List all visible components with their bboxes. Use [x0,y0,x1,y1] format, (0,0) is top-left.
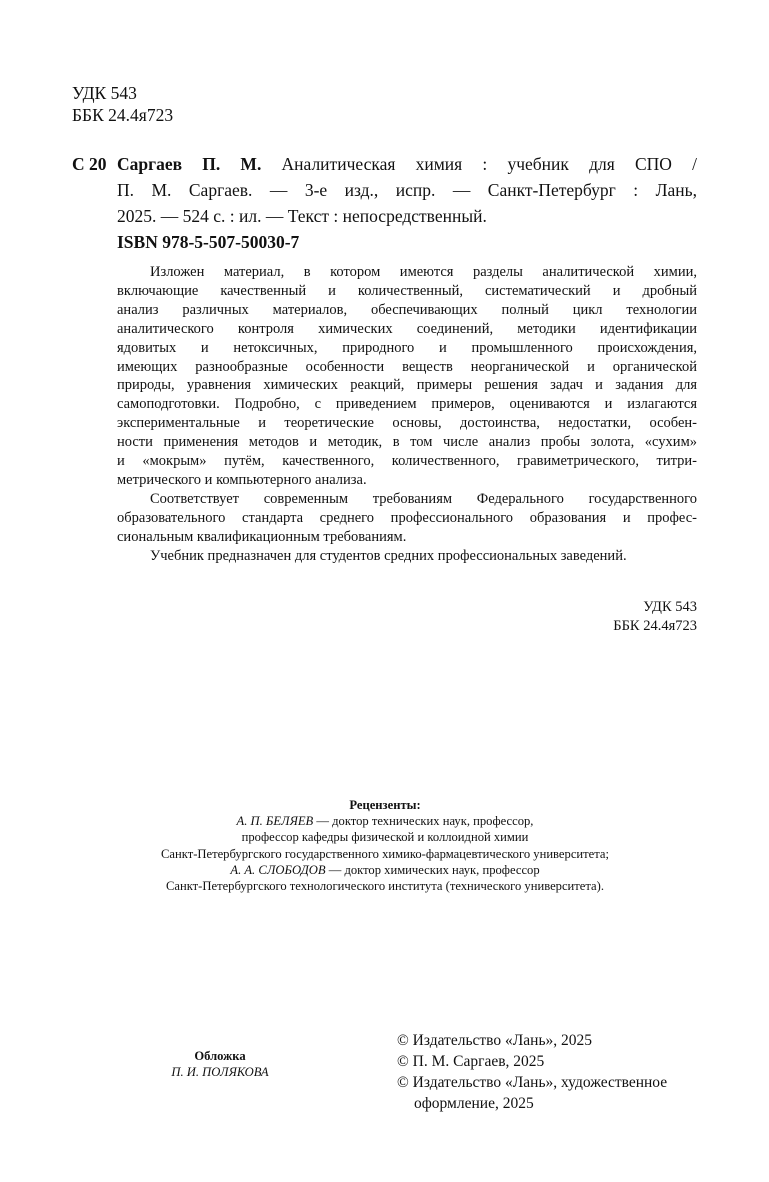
bbk-code: ББК 24.4я723 [72,105,174,125]
biblio-line-1 [117,151,697,177]
isbn: ISBN 978-5-507-50030-7 [117,232,300,252]
abstract-line: образовательного стандарта среднего профессионального образования и профес- [117,509,697,526]
cover-title: Обложка [194,1049,246,1063]
author-name: Саргаев П. М. [117,154,262,174]
bibliographic-description [117,151,697,229]
abstract-line: самоподготовки. Подробно, с приведением примеров, оцениваются и излагаются [117,396,697,413]
udk-bbk-header [72,82,173,126]
abstract-line: Учебник предназначен для студентов средних профессиональных заведений. [150,547,627,564]
reviewer-1-institution: Санкт-Петербургского государственного химико-фармацевтического университета; [161,846,609,861]
abstract-line: анализ различных материалов, обеспечивающих полный цикл технологии [117,301,697,318]
author-mark: С 20 [72,154,107,174]
biblio-line-3: 2025. — 524 с. : ил. — Текст : непосредственный. [117,206,487,226]
udk-bbk-footer [560,598,697,636]
abstract-line: природы, уравнения химических реакций, примеры решения задач и задания для [117,377,697,394]
abstract-line: метрического и компьютерного анализа. [117,471,367,488]
reviewer-2 [60,862,710,878]
abstract-line: ядовитых и нетоксичных, природного и промышленного происхождения, [117,339,697,356]
reviewers-block [60,797,710,894]
abstract-line: аналитического контроля химических соединений, методики идентификации [117,320,697,337]
bbk-code-right: ББК 24.4я723 [613,618,697,634]
book-title: Аналитическая химия : учебник для СПО / [261,154,698,174]
abstract [117,263,697,566]
abstract-line: имеющих разнообразные особенности веществ неорганической и органической [117,358,697,375]
abstract-line: сиональным квалификационным требованиям. [117,528,407,545]
abstract-line: включающие качественный и количественный, систематический и дробный [117,282,697,299]
reviewer-2-name: А. А. СЛОБОДОВ [230,862,326,877]
abstract-paragraph-1 [117,263,697,490]
reviewer-2-degree: — доктор химических наук, профессор [325,862,540,877]
abstract-line: Соответствует современным требованиям Федерального государственного [150,490,697,507]
abstract-paragraph-3 [117,547,697,566]
abstract-line: ности применения методов и методик, в том числе анализ пробы золота, «сухим» [117,434,697,451]
reviewer-1-name: А. П. БЕЛЯЕВ [236,814,314,829]
abstract-line: экспериментальные и теоретические основы, достоинства, недостатки, особен- [117,415,697,432]
copyright-line: оформление, 2025 [414,1095,534,1112]
reviewers-title: Рецензенты: [349,798,421,812]
copyright-line: © Издательство «Лань», 2025 [397,1032,593,1049]
copyright-block [397,1030,717,1114]
udk-code: УДК 543 [72,83,137,103]
copyright-line: © Издательство «Лань», художественное [397,1074,668,1091]
copyright-line: © П. М. Саргаев, 2025 [397,1053,545,1070]
reviewer-2-institution: Санкт-Петербургского технологического института (технического университета). [166,879,604,894]
abstract-line: и «мокрым» путём, качественного, количественного, гравиметрического, титри- [117,453,697,470]
biblio-line-2: П. М. Саргаев. — 3-е изд., испр. — Санкт-Петербург : Лань, [117,180,697,200]
abstract-line: Изложен материал, в котором имеются разделы аналитической химии, [150,264,697,280]
reviewer-1-degree: — доктор технических наук, профессор, [313,814,534,829]
cover-credit [120,1048,320,1080]
reviewer-1 [60,813,710,829]
udk-code-right: УДК 543 [643,599,697,615]
abstract-paragraph-2 [117,490,697,547]
cover-designer: П. И. ПОЛЯКОВА [171,1065,269,1079]
reviewer-1-position: профессор кафедры физической и коллоидной химии [241,830,529,845]
